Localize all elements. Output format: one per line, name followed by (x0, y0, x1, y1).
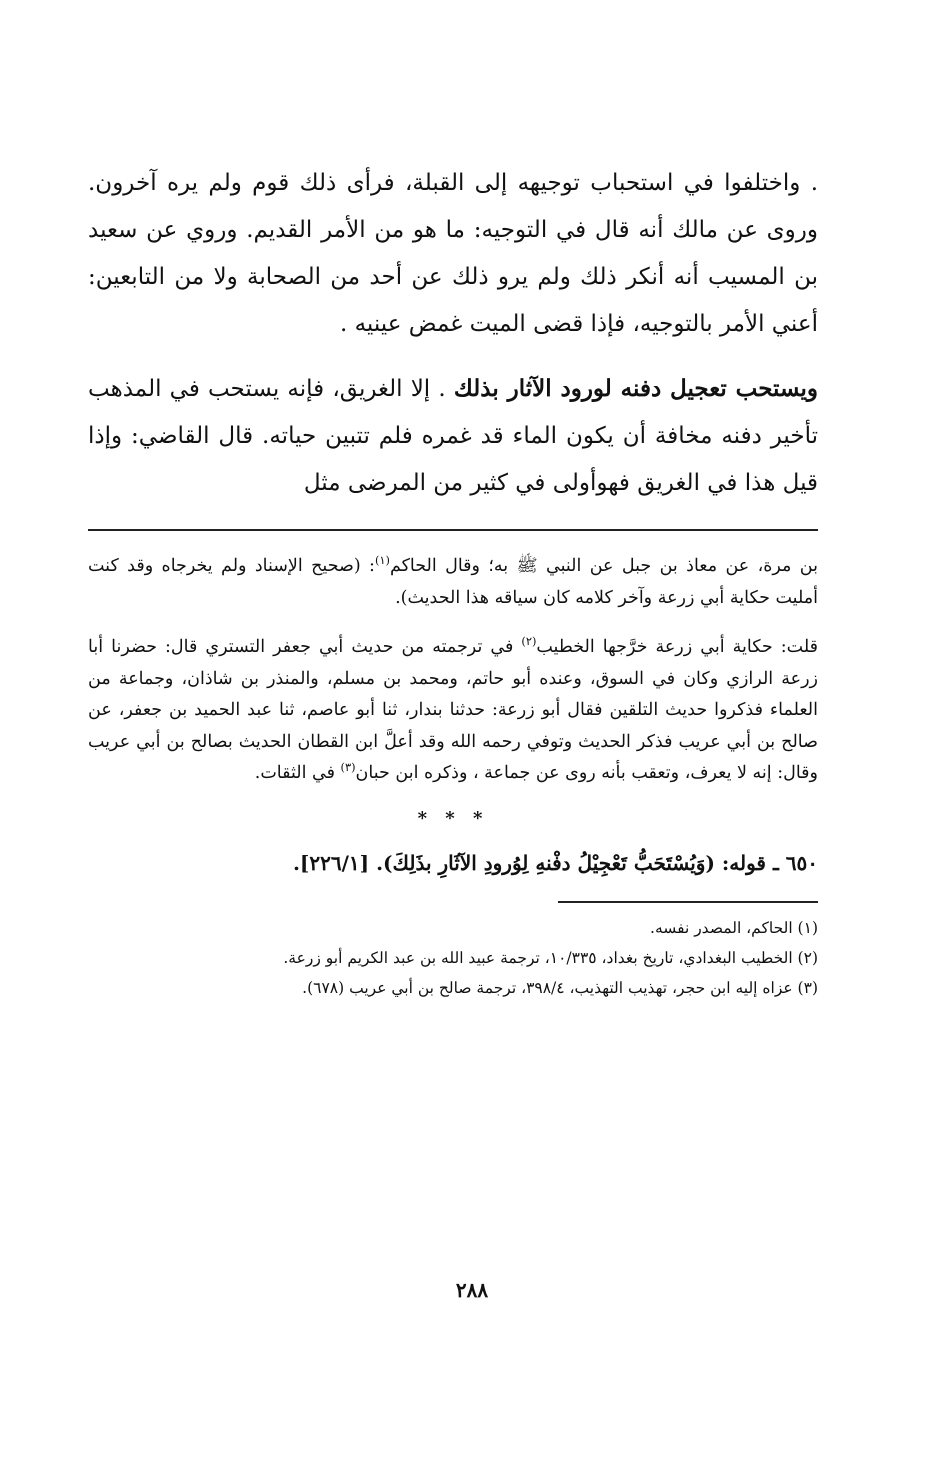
footnote-2: (٢) الخطيب البغدادي، تاريخ بغداد، ١٠/٣٣٥، ترجمة عبيد الله بن عبد الكريم أبو زرعة. (283, 948, 818, 967)
commentary-p2-b: في ترجمته من حديث أبي جعفر التستري قال: حضرنا أبا زرعة الرازي وكان في السوق، وعنده أبو حاتم، ومحمد بن مسلم، والمنذر بن شاذان، وجماعة من العلماء فذكروا حديث التلقين فقال أبو زرعة: حدثنا بندار، ثنا أبو عاصم، ثنا عبد الحميد بن جعفر، عن صالح بن أبي عريب فذكر الحديث وتوفي رحمه الله وقد أعلَّ ابن القطان الحديث بصالح بن أبي عريب وقال: إنه لا يعرف، وتعقب بأنه روى عن جماعة ، وذكره ابن حبان (88, 637, 818, 783)
commentary-paragraph-1 (88, 551, 818, 614)
commentary (88, 551, 818, 790)
section-separator: * * * (417, 807, 489, 829)
main-paragraph-1-text: . واختلفوا في استحباب توجيهه إلى القبلة، فرأى ذلك قوم ولم يره آخرون. وروى عن مالك أنه قال في التوجيه: ما هو من الأمر القديم. وروي عن سعيد بن المسيب أنه أنكر ذلك ولم يرو ذلك عن أحد من الصحابة ولا من التابعين: أعني الأمر بالتوجيه، فإذا قضى الميت غمض عينيه . (88, 170, 818, 337)
commentary-p1-a: بن مرة، عن معاذ بن جبل عن النبي ﷺ به؛ وقال الحاكم (389, 556, 818, 576)
page-body (88, 160, 818, 1340)
main-paragraph-1 (88, 160, 818, 348)
commentary-p2-c: في الثقات. (254, 763, 341, 783)
footnotes (88, 913, 818, 1003)
main-paragraph-2 (88, 365, 818, 507)
footnote-ref-2: (٢) (521, 634, 537, 649)
commentary-divider (88, 529, 818, 531)
page-number: ٢٨٨ (455, 1278, 489, 1302)
main-paragraph-2-text: . إلا الغريق، فإنه يستحب في المذهب تأخير دفنه مخافة أن يكون الماء قد غمره فلم تتبين حياته. قال القاضي: وإذا قيل هذا في الغريق فهوأولى في كثير من المرضى مثل (88, 376, 818, 496)
main-text (88, 160, 818, 507)
footnote-1: (١) الحاكم، المصدر نفسه. (650, 918, 818, 937)
entry-heading: ٦٥٠ ـ قوله: (وَيُسْتَحَبُّ تَعْجِيْلُ دفْنهِ لِوُرودِ الآثَارِ بذَلِكَ). [٢٢٦/١]. (292, 850, 818, 875)
footnote-divider (558, 901, 818, 903)
commentary-p2-a: قلت: حكاية أبي زرعة خرَّجها الخطيب (536, 637, 818, 657)
footnote-ref-1: (١) (374, 553, 390, 568)
main-paragraph-2-bold: ويستحب تعجيل دفنه لورود الآثار بذلك (453, 375, 819, 402)
commentary-paragraph-2 (88, 632, 818, 790)
footnote-ref-3: (٣) (340, 760, 356, 775)
footnote-3: (٣) عزاه إليه ابن حجر، تهذيب التهذيب، ٣٩٨/٤، ترجمة صالح بن أبي عريب (٦٧٨). (302, 978, 818, 997)
commentary-p1-b: : (صحيح الإسناد ولم يخرجاه وقد كنت أمليت حكاية أبي زرعة وآخر كلامه كان سياقه هذا الحديث). (88, 556, 818, 608)
